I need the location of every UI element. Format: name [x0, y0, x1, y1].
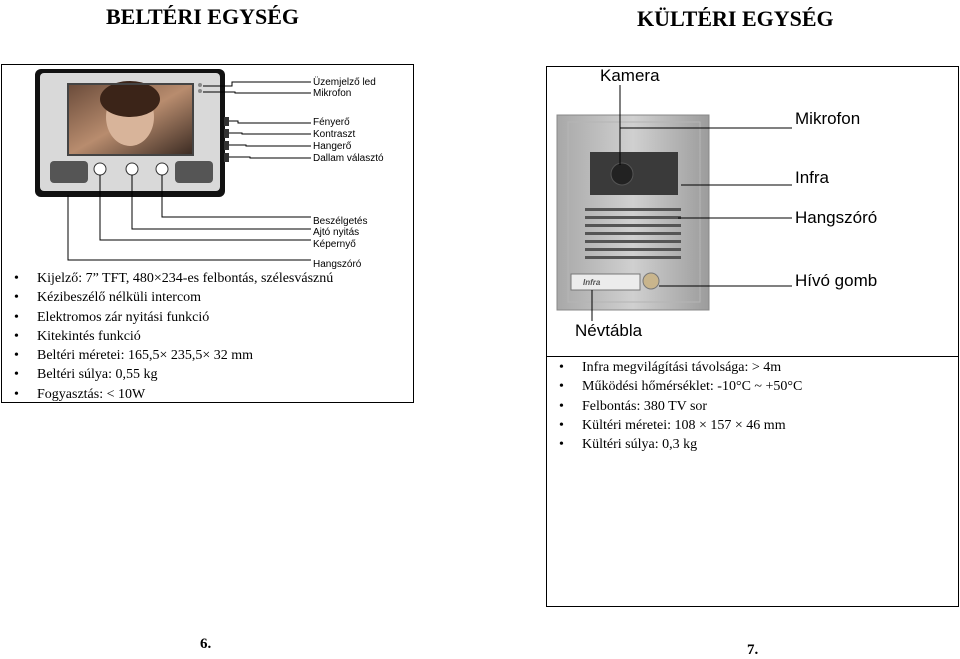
device-brand: Infra [583, 278, 601, 287]
label-screen: Képernyő [313, 239, 356, 250]
spec-item: • Működési hőmérséklet: -10°C ~ +50°C [547, 377, 802, 396]
label-status-led: Üzemjelző led [313, 77, 376, 88]
outdoor-spec-list [547, 358, 802, 454]
spec-item: • Kültéri méretei: 108 × 157 × 46 mm [547, 416, 802, 435]
spec-item: • Elektromos zár nyitási funkció [2, 308, 333, 327]
label-door-open: Ajtó nyitás [313, 227, 360, 238]
indoor-spec-list [2, 269, 333, 404]
camera-window [590, 152, 678, 195]
outdoor-unit-illustration [547, 67, 959, 357]
left-page-number: 6. [200, 636, 212, 652]
label-melody-select: Dallam választó [313, 153, 384, 164]
spec-item: • Kültéri súlya: 0,3 kg [547, 435, 802, 454]
speaker-grille-right [175, 161, 213, 183]
right-title: KÜLTÉRI EGYSÉG [637, 6, 834, 31]
label-volume: Hangerő [313, 141, 352, 152]
left-panel [1, 64, 414, 403]
spec-item: • Kijelző: 7” TFT, 480×234-es felbontás, szélesvásznú [2, 269, 333, 288]
label-speaker: Hangszóró [313, 259, 362, 270]
unlock-button [126, 163, 138, 175]
divider [547, 356, 959, 357]
right-panel [546, 66, 959, 607]
label-camera: Kamera [600, 66, 660, 85]
label-speaker-outdoor: Hangszóró [795, 208, 878, 227]
nameplate [571, 274, 640, 290]
label-nameplate: Névtábla [575, 321, 643, 340]
speaker-grille-left [50, 161, 88, 183]
call-button [643, 273, 659, 289]
spec-item: • Beltéri súlya: 0,55 kg [2, 365, 333, 384]
right-page-number: 7. [747, 642, 759, 658]
spec-item: • Kitekintés funkció [2, 327, 333, 346]
spec-item: • Beltéri méretei: 165,5× 235,5× 32 mm [2, 346, 333, 365]
label-microphone: Mikrofon [313, 88, 352, 99]
spec-item: • Kézibeszélő nélküli intercom [2, 288, 333, 307]
spec-item: • Felbontás: 380 TV sor [547, 397, 802, 416]
label-brightness: Fényerő [313, 117, 350, 128]
label-talk: Beszélgetés [313, 216, 368, 227]
left-title: BELTÉRI EGYSÉG [106, 4, 299, 29]
talk-button [94, 163, 106, 175]
label-microphone-outdoor: Mikrofon [795, 109, 861, 128]
label-contrast: Kontraszt [313, 129, 356, 140]
spec-item: • Infra megvilágítási távolsága: > 4m [547, 358, 802, 377]
label-call-button: Hívó gomb [795, 271, 878, 290]
spec-item: • Fogyasztás: < 10W [2, 385, 333, 404]
label-infra: Infra [795, 168, 830, 187]
monitor-button [156, 163, 168, 175]
